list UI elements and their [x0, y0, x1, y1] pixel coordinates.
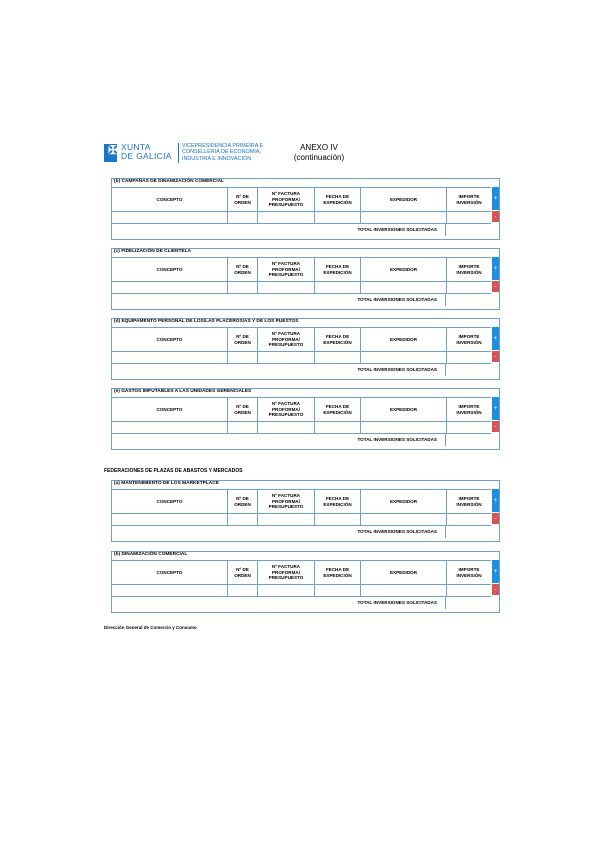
table-row — [112, 583, 491, 597]
input-importe[interactable] — [447, 350, 491, 363]
add-row-button[interactable]: + — [492, 489, 499, 512]
add-row-button[interactable]: + — [492, 187, 499, 210]
col-fecha: FECHA DE EXPEDICIÓN — [315, 561, 361, 584]
logo-separator — [178, 143, 179, 163]
col-importe: IMPORTE INVERSIÓN — [456, 567, 482, 578]
col-concepto: CONCEPTO — [112, 490, 228, 513]
total-value — [445, 364, 491, 376]
input-importe[interactable] — [447, 583, 491, 596]
col-orden: Nº DE ORDEN — [228, 258, 258, 281]
total-label: TOTAL INVERSIONES SOLICITADAS — [357, 367, 437, 372]
input-fecha[interactable] — [315, 420, 361, 433]
col-expedidor: EXPEDIDOR — [361, 188, 447, 211]
col-orden: Nº DE ORDEN — [228, 561, 258, 584]
input-importe[interactable] — [447, 420, 491, 433]
total-label: TOTAL INVERSIONES SOLICITADAS — [357, 600, 437, 605]
section-title: (e) GASTOS IMPUTABLES A LAS UNIDADES GERENCIALES — [114, 389, 252, 394]
input-orden[interactable] — [228, 583, 258, 596]
table-header-row — [112, 257, 491, 282]
section-a-marketplace — [111, 480, 500, 542]
table-row — [112, 210, 491, 224]
col-factura: Nº FACTURA PROFORMA/ PRESUPUESTO — [258, 258, 315, 281]
add-row-button[interactable]: + — [492, 397, 499, 420]
remove-row-button[interactable]: - — [492, 281, 499, 292]
section-e-management — [111, 388, 500, 450]
add-row-button[interactable]: + — [492, 257, 499, 280]
input-fecha[interactable] — [315, 583, 361, 596]
col-importe: IMPORTE INVERSIÓN — [456, 334, 482, 345]
department-name — [182, 143, 263, 162]
col-fecha: FECHA DE EXPEDICIÓN — [315, 398, 361, 421]
input-factura[interactable] — [258, 420, 315, 433]
remove-row-button[interactable]: - — [492, 584, 499, 595]
total-label: TOTAL INVERSIONES SOLICITADAS — [357, 529, 437, 534]
input-expedidor[interactable] — [361, 210, 447, 223]
input-fecha[interactable] — [315, 512, 361, 525]
input-orden[interactable] — [228, 512, 258, 525]
table-header-row — [112, 489, 491, 514]
col-concepto: CONCEPTO — [112, 561, 228, 584]
input-factura[interactable] — [258, 210, 315, 223]
input-concepto[interactable] — [112, 420, 228, 433]
col-factura: Nº FACTURA PROFORMA/ PRESUPUESTO — [258, 188, 315, 211]
footer-text: Dirección General de Comercio y Consumo — [104, 625, 197, 630]
total-label: TOTAL INVERSIONES SOLICITADAS — [357, 227, 437, 232]
input-fecha[interactable] — [315, 280, 361, 293]
logo-text — [121, 143, 172, 161]
input-factura[interactable] — [258, 280, 315, 293]
total-row — [112, 224, 491, 236]
total-label: TOTAL INVERSIONES SOLICITADAS — [357, 297, 437, 302]
section-d-equipment — [111, 318, 500, 380]
input-concepto[interactable] — [112, 210, 228, 223]
col-orden: Nº DE ORDEN — [228, 490, 258, 513]
col-orden: Nº DE ORDEN — [228, 188, 258, 211]
col-importe: IMPORTE INVERSIÓN — [456, 496, 482, 507]
section-c-loyalty — [111, 248, 500, 310]
col-concepto: CONCEPTO — [112, 258, 228, 281]
input-orden[interactable] — [228, 280, 258, 293]
remove-row-button[interactable]: - — [492, 513, 499, 524]
section-title: (a) MANTENIMIENTO DE LOS MARKETPLACE — [114, 481, 219, 486]
input-importe[interactable] — [447, 210, 491, 223]
input-expedidor[interactable] — [361, 350, 447, 363]
annex-subtitle: (continuación) — [293, 153, 345, 162]
input-expedidor[interactable] — [361, 280, 447, 293]
col-fecha: FECHA DE EXPEDICIÓN — [315, 328, 361, 351]
input-orden[interactable] — [228, 420, 258, 433]
col-expedidor: EXPEDIDOR — [361, 398, 447, 421]
xunta-logo-icon: ✠ — [104, 144, 117, 162]
col-factura: Nº FACTURA PROFORMA/ PRESUPUESTO — [258, 561, 315, 584]
section-title: (d) EQUIPAMENTO PERSONAL DE LOS/LAS PLACEROS/AS Y DE LOS PUESTOS — [114, 319, 299, 324]
table-header-row — [112, 187, 491, 212]
input-orden[interactable] — [228, 350, 258, 363]
remove-row-button[interactable]: - — [492, 211, 499, 222]
input-factura[interactable] — [258, 350, 315, 363]
section-title: (c) FIDELIZACIÓN DE CLIENTELA — [114, 249, 192, 254]
dept-line1: VICEPRESIDENCIA PRIMEIRA E — [182, 143, 264, 149]
input-expedidor[interactable] — [361, 583, 447, 596]
col-factura: Nº FACTURA PROFORMA/ PRESUPUESTO — [258, 328, 315, 351]
input-expedidor[interactable] — [361, 512, 447, 525]
total-value — [445, 224, 491, 236]
col-orden: Nº DE ORDEN — [228, 398, 258, 421]
section-title: (b) DINAMIZACIÓN COMERCIAL — [114, 552, 188, 557]
col-orden: Nº DE ORDEN — [228, 328, 258, 351]
input-expedidor[interactable] — [361, 420, 447, 433]
col-fecha: FECHA DE EXPEDICIÓN — [315, 188, 361, 211]
add-row-button[interactable]: + — [492, 560, 499, 583]
table-header-row — [112, 327, 491, 352]
logo-line1: XUNTA — [121, 142, 151, 152]
total-row — [112, 597, 491, 609]
remove-row-button[interactable]: - — [492, 351, 499, 362]
col-expedidor: EXPEDIDOR — [361, 328, 447, 351]
input-factura[interactable] — [258, 583, 315, 596]
col-importe: IMPORTE INVERSIÓN — [456, 194, 482, 205]
col-importe: IMPORTE INVERSIÓN — [456, 404, 482, 415]
total-value — [445, 526, 491, 538]
table-row — [112, 280, 491, 294]
input-importe[interactable] — [447, 512, 491, 525]
table-row — [112, 350, 491, 364]
col-concepto: CONCEPTO — [112, 188, 228, 211]
table-header-row — [112, 397, 491, 422]
add-row-button[interactable]: + — [492, 327, 499, 350]
input-factura[interactable] — [258, 512, 315, 525]
col-importe: IMPORTE INVERSIÓN — [456, 264, 482, 275]
total-value — [445, 597, 491, 609]
annex-title: ANEXO IV — [300, 143, 338, 152]
page-header — [104, 143, 504, 169]
total-row — [112, 364, 491, 376]
col-expedidor: EXPEDIDOR — [361, 490, 447, 513]
col-expedidor: EXPEDIDOR — [361, 561, 447, 584]
logo-line2: DE GALICIA — [121, 151, 172, 161]
input-concepto[interactable] — [112, 583, 228, 596]
col-concepto: CONCEPTO — [112, 328, 228, 351]
total-value — [445, 434, 491, 446]
section-b-dynamization — [111, 551, 500, 613]
table-row — [112, 512, 491, 526]
col-fecha: FECHA DE EXPEDICIÓN — [315, 258, 361, 281]
input-fecha[interactable] — [315, 350, 361, 363]
annex-heading — [284, 143, 354, 163]
col-expedidor: EXPEDIDOR — [361, 258, 447, 281]
input-orden[interactable] — [228, 210, 258, 223]
input-concepto[interactable] — [112, 280, 228, 293]
section-b-campaigns — [111, 178, 500, 240]
col-factura: Nº FACTURA PROFORMA/ PRESUPUESTO — [258, 490, 315, 513]
total-value — [445, 294, 491, 306]
input-concepto[interactable] — [112, 350, 228, 363]
total-row — [112, 526, 491, 538]
table-row — [112, 420, 491, 434]
input-fecha[interactable] — [315, 210, 361, 223]
input-importe[interactable] — [447, 280, 491, 293]
total-row — [112, 294, 491, 306]
table-header-row — [112, 560, 491, 585]
input-concepto[interactable] — [112, 512, 228, 525]
federations-title: FEDERACIONES DE PLAZAS DE ABASTOS Y MERCADOS — [104, 468, 243, 474]
col-fecha: FECHA DE EXPEDICIÓN — [315, 490, 361, 513]
dept-line3: INDUSTRIA E INNOVACIÓN — [182, 155, 252, 162]
dept-line2: CONSELLERÍA DE ECONOMÍA, — [182, 149, 261, 156]
total-label: TOTAL INVERSIONES SOLICITADAS — [357, 437, 437, 442]
col-concepto: CONCEPTO — [112, 398, 228, 421]
total-row — [112, 434, 491, 446]
col-factura: Nº FACTURA PROFORMA/ PRESUPUESTO — [258, 398, 315, 421]
remove-row-button[interactable]: - — [492, 421, 499, 432]
section-title: (b) CAMPAÑAS DE DINAMIZACIÓN COMERCIAL — [114, 179, 224, 184]
